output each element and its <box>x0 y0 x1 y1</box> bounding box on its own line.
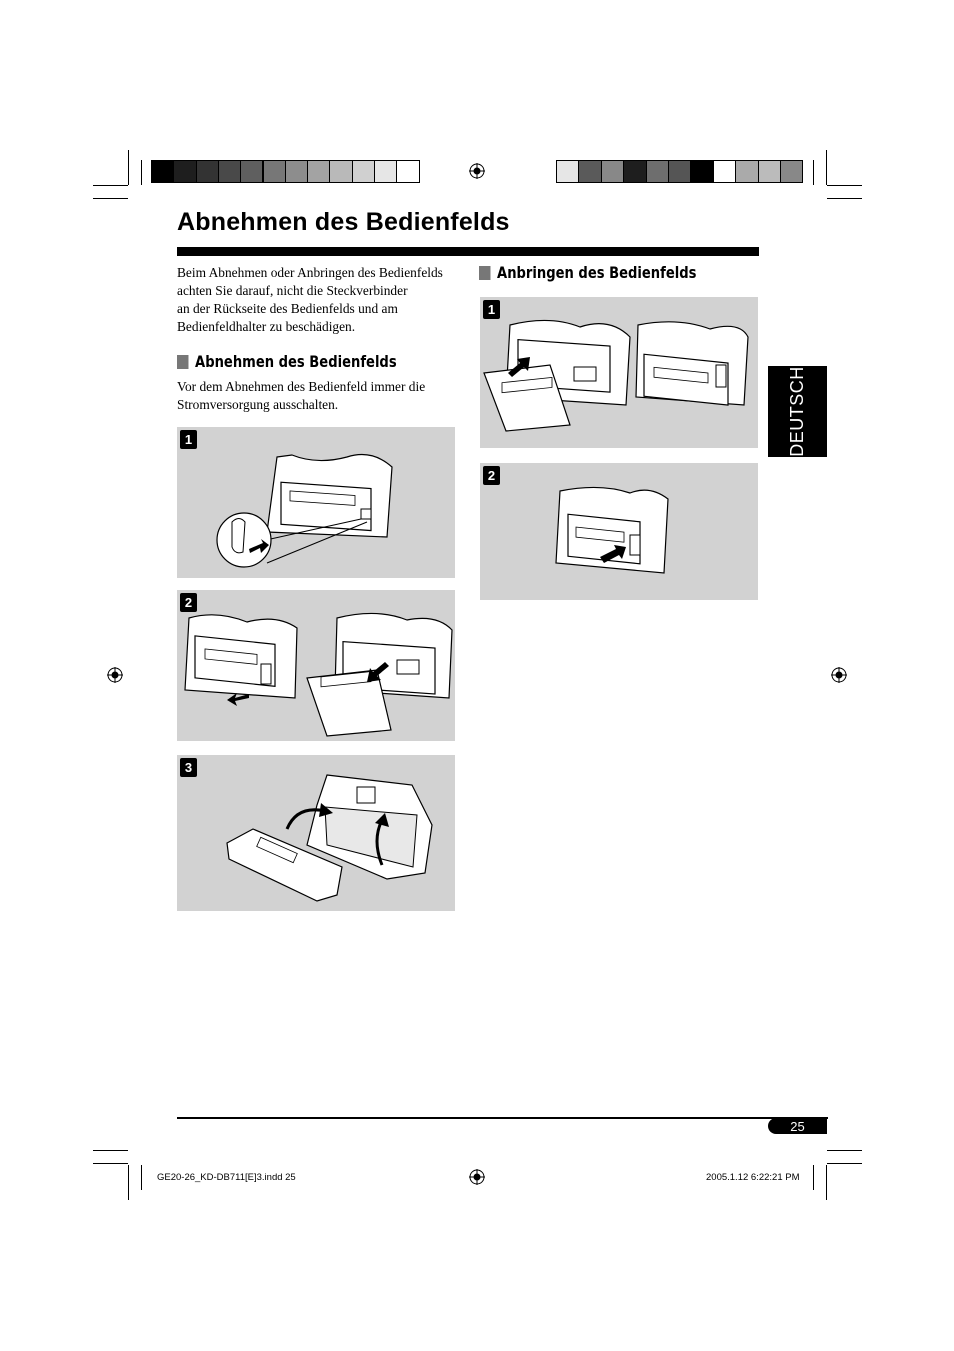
page-title: Abnehmen des Bedienfelds <box>177 208 510 236</box>
color-swatch <box>307 160 330 183</box>
intro-paragraph <box>177 264 467 336</box>
remove-step-3-panel <box>177 755 455 911</box>
color-swatch <box>263 160 286 183</box>
color-swatch <box>396 160 419 183</box>
attach-step-2-panel <box>480 463 758 600</box>
color-swatch <box>218 160 241 183</box>
language-tab <box>768 366 827 457</box>
intro-line: Beim Abnehmen oder Anbringen des Bedienfelds <box>177 265 443 280</box>
step-number: 1 <box>180 430 197 449</box>
left-section-heading <box>177 352 397 371</box>
remove-step-2-panel <box>177 590 455 741</box>
registration-mark-icon <box>469 163 485 179</box>
color-swatch <box>668 160 691 183</box>
attach-step-1-illustration <box>480 297 758 448</box>
color-swatch <box>196 160 219 183</box>
registration-mark-icon <box>831 667 847 683</box>
color-swatch <box>556 160 579 183</box>
color-swatch <box>758 160 781 183</box>
color-swatch <box>329 160 352 183</box>
remove-step-3-illustration <box>177 755 455 911</box>
page-number: 25 <box>768 1118 827 1134</box>
heading-square-icon <box>479 266 490 280</box>
right-section-heading <box>479 263 696 282</box>
color-swatch <box>151 160 174 183</box>
left-section-heading-text: Abnehmen des Bedienfelds <box>195 352 397 371</box>
color-swatch <box>623 160 646 183</box>
color-swatch <box>374 160 397 183</box>
title-rule <box>177 247 759 256</box>
remove-step-2-illustration <box>177 590 455 741</box>
intro-line: an der Rückseite des Bedienfelds und am <box>177 301 398 316</box>
step-number: 1 <box>483 300 500 319</box>
intro-line: Bedienfeldhalter zu beschädigen. <box>177 319 356 334</box>
color-swatch <box>578 160 601 183</box>
color-swatch <box>285 160 308 183</box>
color-swatch <box>780 160 803 183</box>
remove-step-1-illustration <box>177 427 455 578</box>
color-swatch <box>690 160 713 183</box>
step-number: 2 <box>483 466 500 485</box>
registration-mark-icon <box>107 667 123 683</box>
color-swatch <box>646 160 669 183</box>
heading-square-icon <box>177 355 188 369</box>
registration-mark-icon <box>469 1169 485 1185</box>
right-section-heading-text: Anbringen des Bedienfelds <box>497 263 697 282</box>
step-number: 2 <box>180 593 197 612</box>
color-swatch <box>601 160 624 183</box>
color-swatch <box>713 160 736 183</box>
attach-step-1-panel <box>480 297 758 448</box>
left-section-line: Vor dem Abnehmen des Bedienfeld immer die <box>177 379 426 394</box>
step-number: 3 <box>180 758 197 777</box>
left-section-line: Stromversorgung ausschalten. <box>177 397 339 412</box>
color-swatch <box>735 160 758 183</box>
remove-step-1-panel <box>177 427 455 578</box>
intro-line: achten Sie darauf, nicht die Steckverbinder <box>177 283 408 298</box>
color-swatch <box>240 160 263 183</box>
color-swatch <box>352 160 375 183</box>
slug-filename: GE20-26_KD-DB711[E]3.indd 25 <box>157 1172 296 1183</box>
color-swatch <box>173 160 196 183</box>
left-section-text <box>177 378 467 414</box>
attach-step-2-illustration <box>480 463 758 600</box>
slug-timestamp: 2005.1.12 6:22:21 PM <box>706 1172 800 1183</box>
footer-rule <box>177 1117 828 1119</box>
language-tab-label: DEUTSCH <box>787 366 808 457</box>
